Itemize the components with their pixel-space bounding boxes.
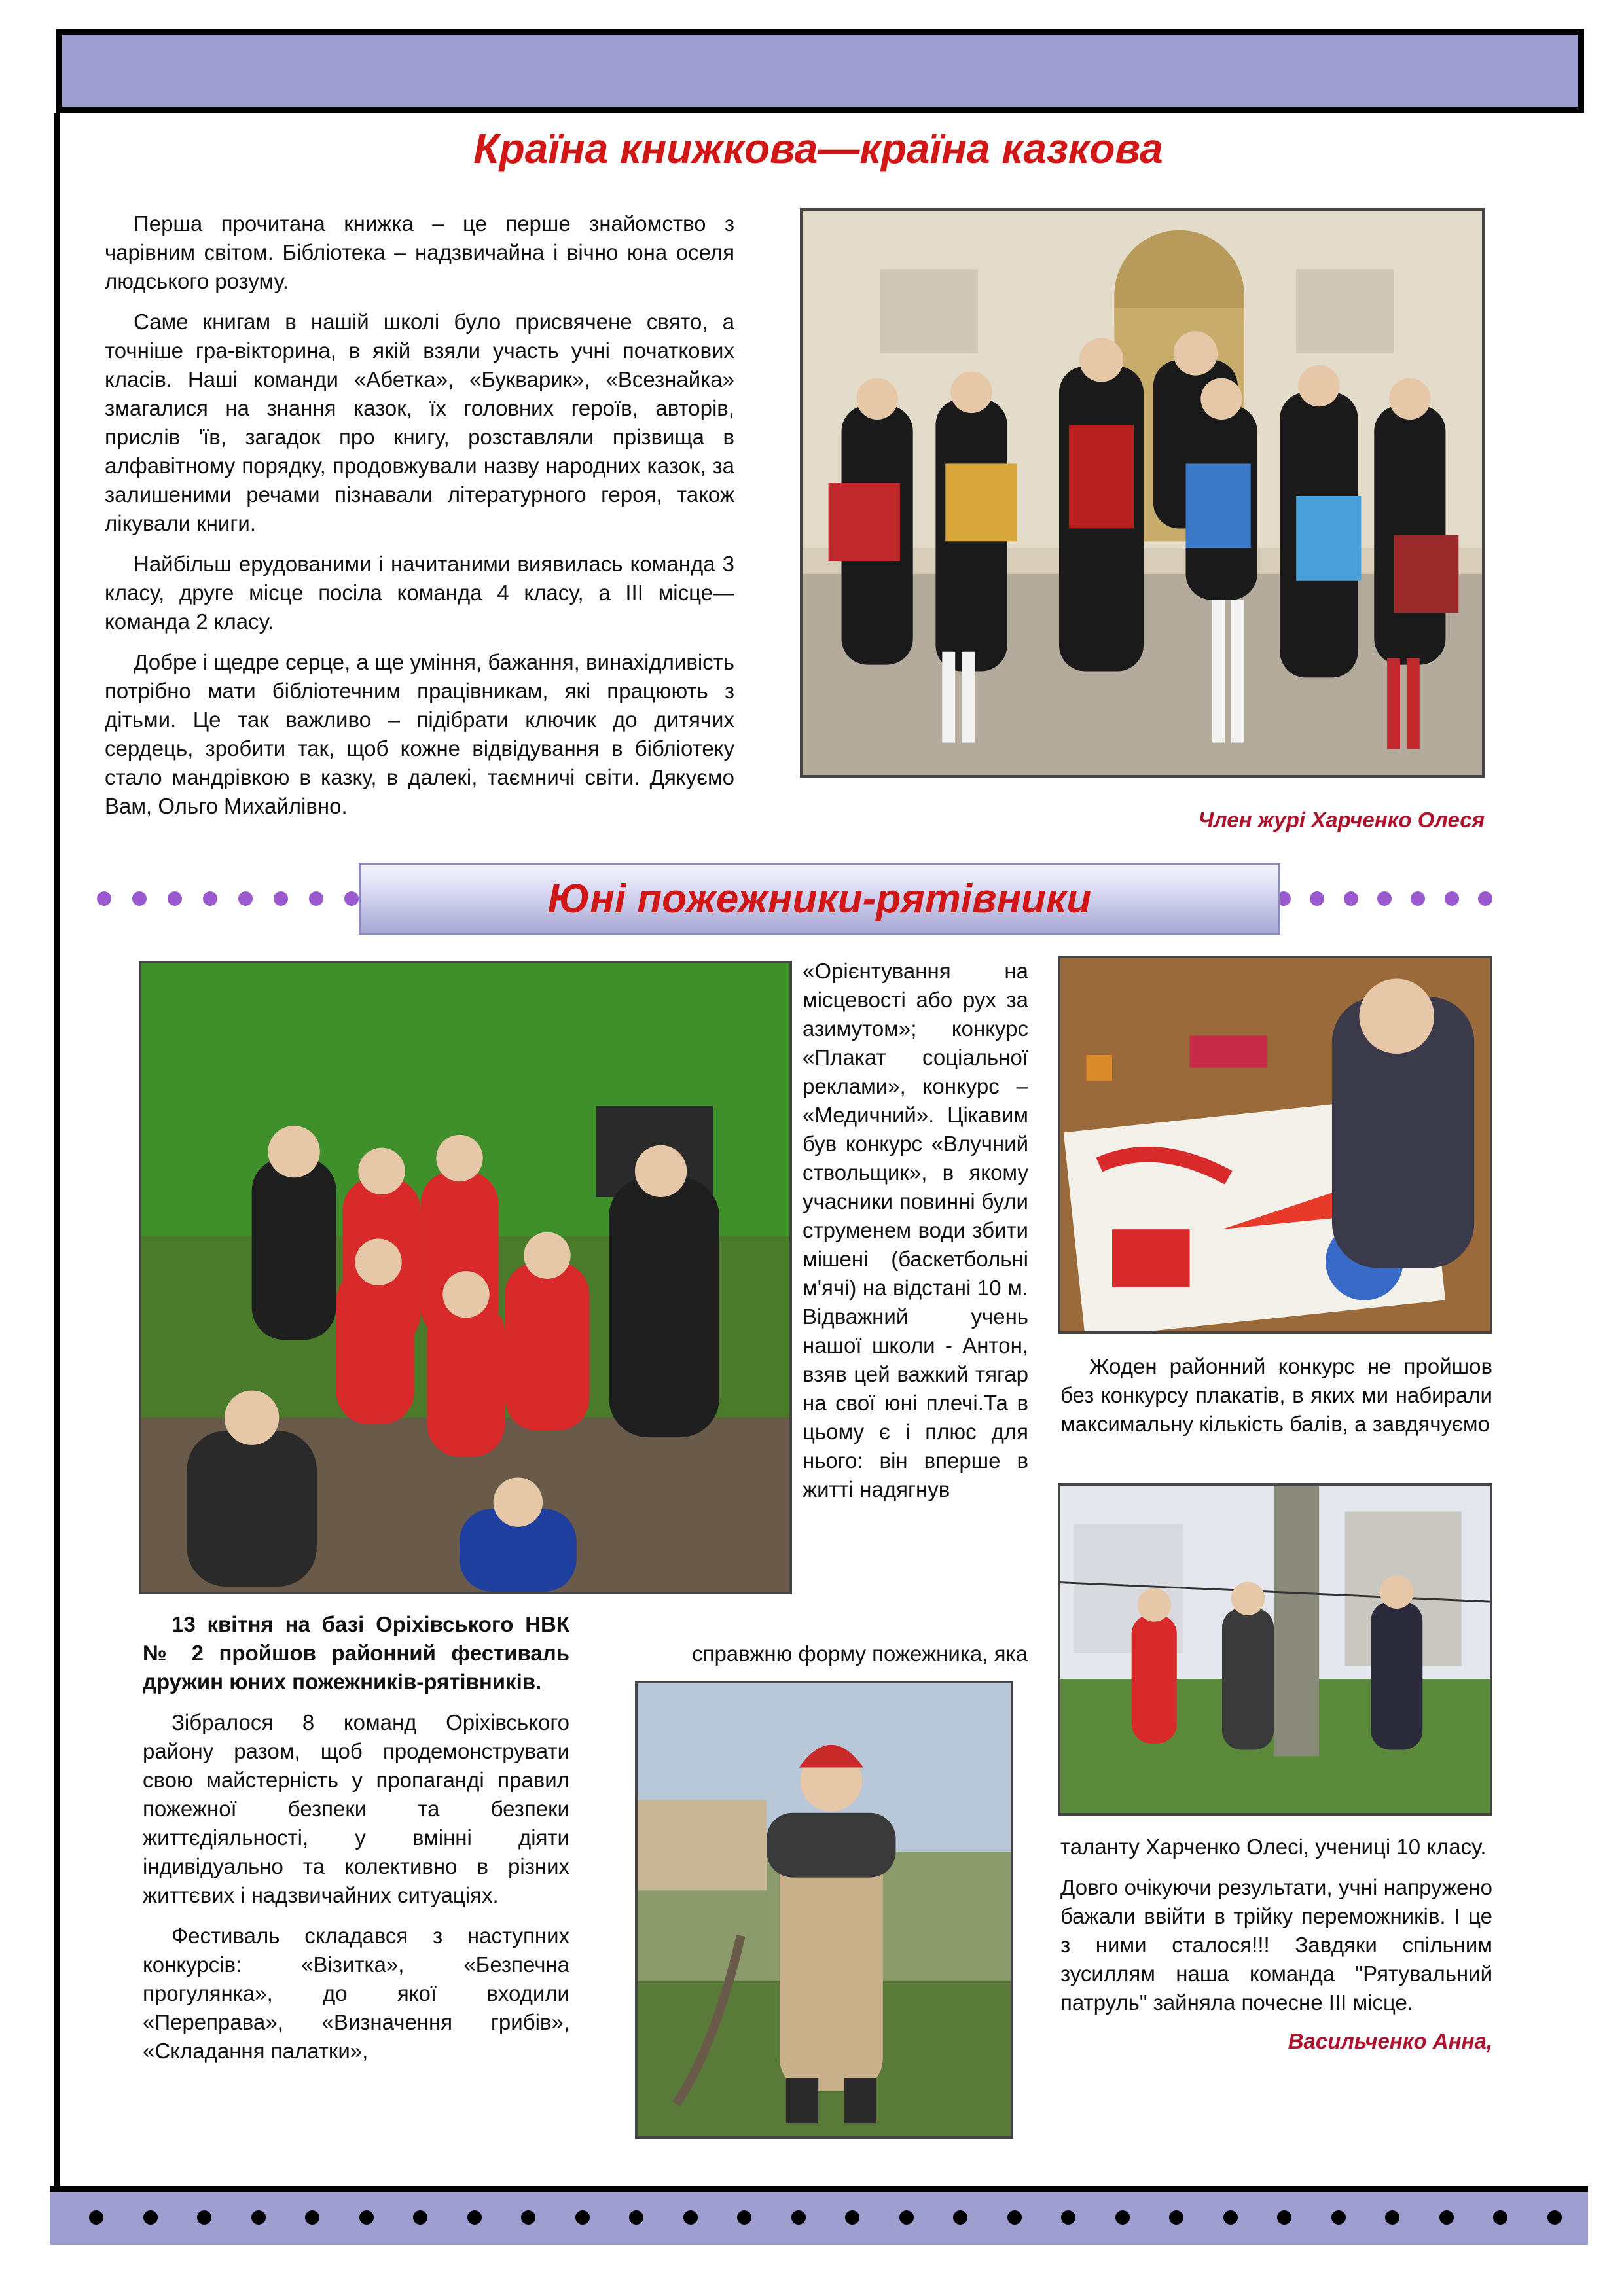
left-border-line <box>54 113 60 2191</box>
article2-title: Юні пожежники-рятівники <box>547 876 1092 922</box>
team-group-photo <box>139 961 792 1594</box>
article2-paragraph: таланту Харченко Олесі, учениці 10 класу. <box>1060 1835 1487 1859</box>
poster-drawing-photo <box>1058 956 1492 1334</box>
bottom-footer-bar <box>50 2186 1588 2245</box>
separator-dots-left <box>97 891 359 906</box>
article1-title: Країна книжкова—країна казкова <box>473 125 1163 172</box>
article2-paragraph: Жоден районний конкурс не пройшов без конкурсу плакатів, в яких ми набирали максимальну кількість балів, а завдячуємо <box>1060 1354 1492 1436</box>
article2-column3-bottom <box>1060 1833 1492 2054</box>
article2-paragraph: Зібралося 8 команд Оріхівського району разом, щоб продемонструвати свою майстерність у пропаганді правил пожежної безпеки та безпеки життєдіяльності, у вмінні діяти індивідуально та колективно в різних життєвих і надзвичайних ситуаціях. <box>143 1710 569 1907</box>
article1-paragraph: Перша прочитана книжка – це перше знайомство з чарівним світом. Бібліотека – надзвичайна і вічно юна оселя людського розуму. <box>105 211 734 293</box>
article2-lead: 13 квітня на базі Оріхівського НВК № 2 пройшов районний фестиваль дружин юних пожежників-рятівників. <box>143 1612 569 1694</box>
footer-dots <box>89 2210 1562 2225</box>
crossing-contest-photo <box>1058 1483 1492 1816</box>
article1-body <box>105 209 734 833</box>
firefighter-boy-photo <box>635 1681 1013 2139</box>
article2-signature: Васильченко Анна, <box>1288 2029 1492 2053</box>
article2-column2-tail-block <box>583 1640 1028 1668</box>
article2-column3-top <box>1060 1352 1492 1450</box>
article2-paragraph: Довго очікуючи результати, учні напружено бажали ввійти в трійку переможників. І це з ними сталося!!! Завдяки спільним зусиллям наша команда "Рятувальний патруль" зайняла почесне ІІІ місце. <box>1060 1875 1492 2015</box>
article1-paragraph: Добре і щедре серце, а ще уміння, бажання, винахідливість потрібно мати бібліотечним працівникам, які працюють з дітьми. Це так важливо – підібрати ключик до дитячих сердець, зробити так, щоб кожне відвідування в бібліотеку стало мандрівкою в казку, в далекі, таємничі світи. Дякуємо Вам, Ольго Михайлівно. <box>105 650 734 818</box>
article1-paragraph: Саме книгам в нашій школі було присвячене свято, а точніше гра-вікторина, в якій взяли участь учні початкових класів. Наші команди «Абетка», «Букварик», «Всезнайка» змагалися на знання казок, їх головних героїв, авторів, прислів 'їв, загадок про книгу, розставляли прізвища в алфавітному порядку, продовжували назву народних казок, за залишеними речами пізнавали літературного героя, також лікували книги. <box>105 310 734 535</box>
article2-column1 <box>143 1610 569 2077</box>
library-children-photo <box>800 208 1485 778</box>
article1-signature: Член журі Харченко Олеся <box>1198 808 1485 832</box>
article2-banner <box>359 863 1280 935</box>
article2-column2 <box>803 957 1028 1504</box>
article2-column2-tail: справжню форму пожежника, яка <box>692 1641 1028 1666</box>
article1-paragraph: Найбільш ерудованими і начитаними виявилась команда 3 класу, друге місце посіла команда 4 класу, а ІІІ місце—команда 2 класу. <box>105 552 734 634</box>
article2-paragraph: Фестиваль складався з наступних конкурсів: «Візитка», «Безпечна прогулянка», до якої входили «Переправа», «Визначення грибів», «Складання палатки», <box>143 1924 569 2063</box>
separator-dots-right <box>1276 891 1492 906</box>
top-header-bar <box>56 29 1584 113</box>
article2-column2-text: «Орієнтування на місцевості або рух за азимутом»; конкурс «Плакат соціальної реклами», конкурс – «Медичний». Цікавим був конкурс «Влучний ствольщик», в якому учасники повинні були струменем води збити мішені (баскетбольні м'ячі) на відстані 10 м. Відважний учень нашої школи - Антон, взяв цей важкий тягар на свої юні плечі.Та в цьому є і плюс для нього: він вперше в житті надягнув <box>803 959 1028 1501</box>
